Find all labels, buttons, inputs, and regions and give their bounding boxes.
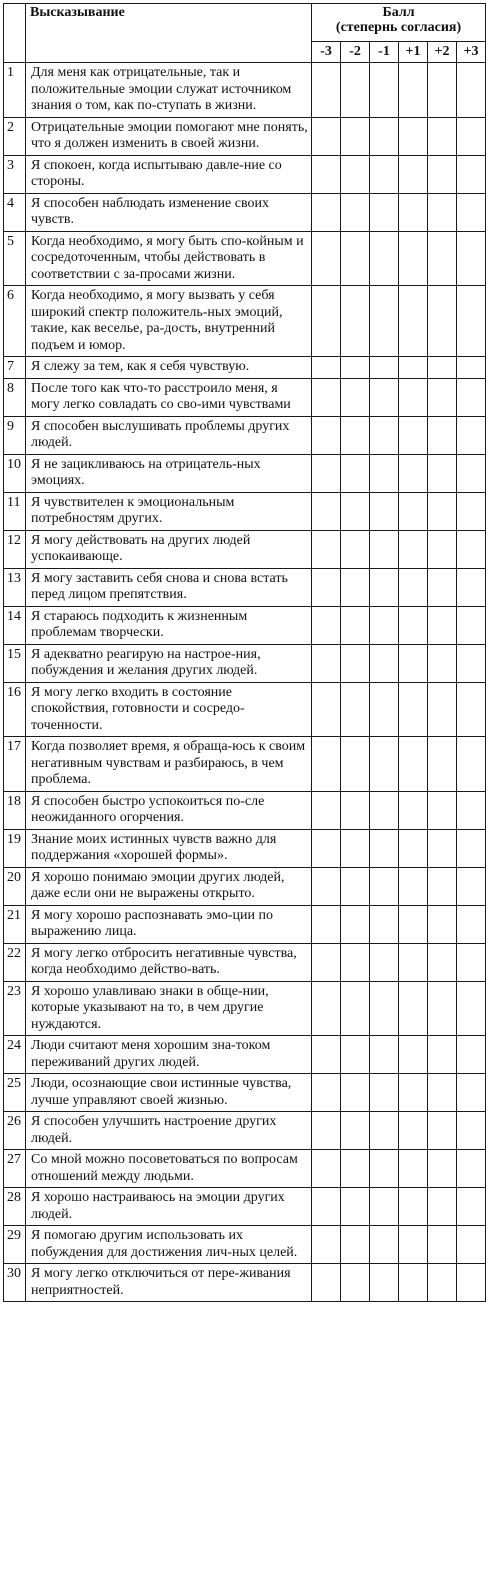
score-cell[interactable] xyxy=(370,63,399,118)
score-cell[interactable] xyxy=(312,530,341,568)
score-cell[interactable] xyxy=(399,1226,428,1264)
score-cell[interactable] xyxy=(457,644,486,682)
score-cell[interactable] xyxy=(399,231,428,286)
score-cell[interactable] xyxy=(370,117,399,155)
score-cell[interactable] xyxy=(370,378,399,416)
score-cell[interactable] xyxy=(457,286,486,357)
score-cell[interactable] xyxy=(370,644,399,682)
row-number: 1 xyxy=(4,63,26,118)
scale-header: +1 xyxy=(399,42,428,63)
statement-text: Я хорошо настраиваюсь на эмоции других людей. xyxy=(26,1188,312,1226)
score-cell[interactable] xyxy=(370,155,399,193)
score-cell[interactable] xyxy=(399,454,428,492)
table-row xyxy=(4,943,486,981)
table-row xyxy=(4,193,486,231)
score-cell[interactable] xyxy=(370,1188,399,1226)
score-cell[interactable] xyxy=(428,492,457,530)
table-row xyxy=(4,791,486,829)
score-cell[interactable] xyxy=(370,981,399,1036)
statement-text: Я чувствителен к эмоциональным потребностям других. xyxy=(26,492,312,530)
statement-text: Я способен наблюдать изменение своих чувств. xyxy=(26,193,312,231)
row-number: 22 xyxy=(4,943,26,981)
score-cell[interactable] xyxy=(399,1112,428,1150)
score-header-subtitle: (степернь согласия) xyxy=(335,20,462,35)
score-cell[interactable] xyxy=(428,943,457,981)
score-cell[interactable] xyxy=(312,492,341,530)
score-cell[interactable] xyxy=(457,867,486,905)
score-cell[interactable] xyxy=(457,193,486,231)
scale-header: -1 xyxy=(370,42,399,63)
score-cell[interactable] xyxy=(457,737,486,792)
score-cell[interactable] xyxy=(370,1074,399,1112)
statement-text: Знание моих истинных чувств важно для поддержания «хорошей формы». xyxy=(26,829,312,867)
score-cell[interactable] xyxy=(312,193,341,231)
questionnaire-sheet xyxy=(3,3,485,1302)
statement-header: Высказывание xyxy=(26,4,312,63)
score-cell[interactable] xyxy=(428,454,457,492)
score-cell[interactable] xyxy=(457,416,486,454)
statement-text: Я спокоен, когда испытываю давле-ние со стороны. xyxy=(26,155,312,193)
score-cell[interactable] xyxy=(428,568,457,606)
row-number: 17 xyxy=(4,737,26,792)
score-cell[interactable] xyxy=(370,682,399,737)
score-cell[interactable] xyxy=(428,829,457,867)
score-cell[interactable] xyxy=(457,829,486,867)
table-row xyxy=(4,1188,486,1226)
score-cell[interactable] xyxy=(457,1036,486,1074)
score-cell[interactable] xyxy=(370,286,399,357)
score-cell[interactable] xyxy=(428,193,457,231)
row-number: 3 xyxy=(4,155,26,193)
row-number: 15 xyxy=(4,644,26,682)
score-cell[interactable] xyxy=(312,63,341,118)
score-cell[interactable] xyxy=(457,357,486,379)
score-cell[interactable] xyxy=(399,1188,428,1226)
score-cell[interactable] xyxy=(370,867,399,905)
statement-text: Я слежу за тем, как я себя чувствую. xyxy=(26,357,312,379)
score-cell[interactable] xyxy=(341,791,370,829)
statement-text: Я стараюсь подходить к жизненным проблемам творчески. xyxy=(26,606,312,644)
score-cell[interactable] xyxy=(370,1112,399,1150)
table-row xyxy=(4,1036,486,1074)
score-cell[interactable] xyxy=(341,1074,370,1112)
score-cell[interactable] xyxy=(399,829,428,867)
row-number: 9 xyxy=(4,416,26,454)
score-cell[interactable] xyxy=(370,905,399,943)
questionnaire-table xyxy=(3,3,486,1302)
score-cell[interactable] xyxy=(341,155,370,193)
statement-text: Отрицательные эмоции помогают мне понять, что я должен изменить в своей жизни. xyxy=(26,117,312,155)
score-cell[interactable] xyxy=(457,378,486,416)
score-cell[interactable] xyxy=(428,905,457,943)
score-cell[interactable] xyxy=(370,357,399,379)
score-cell[interactable] xyxy=(399,568,428,606)
score-cell[interactable] xyxy=(312,378,341,416)
statement-text: Со мной можно посоветоваться по вопросам отношений между людьми. xyxy=(26,1150,312,1188)
score-cell[interactable] xyxy=(457,63,486,118)
row-number: 27 xyxy=(4,1150,26,1188)
statement-text: Люди считают меня хорошим зна-током переживаний других людей. xyxy=(26,1036,312,1074)
score-cell[interactable] xyxy=(341,357,370,379)
score-cell[interactable] xyxy=(457,1112,486,1150)
table-row xyxy=(4,644,486,682)
score-cell[interactable] xyxy=(457,1226,486,1264)
table-row xyxy=(4,1112,486,1150)
score-cell[interactable] xyxy=(312,737,341,792)
table-row xyxy=(4,829,486,867)
score-cell[interactable] xyxy=(312,943,341,981)
score-cell[interactable] xyxy=(370,193,399,231)
score-cell[interactable] xyxy=(370,1036,399,1074)
score-cell[interactable] xyxy=(457,1074,486,1112)
row-number: 11 xyxy=(4,492,26,530)
score-cell[interactable] xyxy=(428,981,457,1036)
score-cell[interactable] xyxy=(341,905,370,943)
score-cell[interactable] xyxy=(399,117,428,155)
table-row xyxy=(4,117,486,155)
score-cell[interactable] xyxy=(428,378,457,416)
score-cell[interactable] xyxy=(457,981,486,1036)
row-number: 26 xyxy=(4,1112,26,1150)
score-cell[interactable] xyxy=(341,867,370,905)
statement-rows xyxy=(4,63,486,1302)
table-row xyxy=(4,1226,486,1264)
table-row xyxy=(4,1264,486,1302)
table-row xyxy=(4,981,486,1036)
row-number: 10 xyxy=(4,454,26,492)
score-cell[interactable] xyxy=(312,644,341,682)
row-number: 23 xyxy=(4,981,26,1036)
score-cell[interactable] xyxy=(457,1150,486,1188)
score-cell[interactable] xyxy=(341,231,370,286)
row-number: 19 xyxy=(4,829,26,867)
score-cell[interactable] xyxy=(428,737,457,792)
table-row xyxy=(4,905,486,943)
scale-header: +3 xyxy=(457,42,486,63)
table-row xyxy=(4,606,486,644)
table-row xyxy=(4,378,486,416)
table-row xyxy=(4,63,486,118)
score-cell[interactable] xyxy=(428,530,457,568)
score-cell[interactable] xyxy=(457,791,486,829)
score-cell[interactable] xyxy=(399,378,428,416)
score-cell[interactable] xyxy=(312,1036,341,1074)
table-row xyxy=(4,286,486,357)
score-cell[interactable] xyxy=(428,416,457,454)
score-cell[interactable] xyxy=(312,981,341,1036)
score-cell[interactable] xyxy=(399,357,428,379)
score-cell[interactable] xyxy=(457,1188,486,1226)
score-cell[interactable] xyxy=(428,117,457,155)
statement-text: Я могу действовать на других людей успокаивающе. xyxy=(26,530,312,568)
score-cell[interactable] xyxy=(312,1188,341,1226)
statement-text: Я могу заставить себя снова и снова встать перед лицом препятствия. xyxy=(26,568,312,606)
score-cell[interactable] xyxy=(399,905,428,943)
score-cell[interactable] xyxy=(457,1264,486,1302)
score-cell[interactable] xyxy=(399,1264,428,1302)
score-cell[interactable] xyxy=(399,1074,428,1112)
score-cell[interactable] xyxy=(341,63,370,118)
score-cell[interactable] xyxy=(399,981,428,1036)
score-cell[interactable] xyxy=(312,155,341,193)
table-row xyxy=(4,1150,486,1188)
score-cell[interactable] xyxy=(312,416,341,454)
score-cell[interactable] xyxy=(428,357,457,379)
score-cell[interactable] xyxy=(341,492,370,530)
statement-text: Я могу легко отбросить негативные чувства, когда необходимо действо-вать. xyxy=(26,943,312,981)
row-number: 12 xyxy=(4,530,26,568)
score-cell[interactable] xyxy=(370,606,399,644)
scale-header: +2 xyxy=(428,42,457,63)
row-number: 25 xyxy=(4,1074,26,1112)
statement-text: Я адекватно реагирую на настрое-ния, побуждения и желания других людей. xyxy=(26,644,312,682)
score-cell[interactable] xyxy=(312,791,341,829)
number-header xyxy=(4,4,26,63)
row-number: 14 xyxy=(4,606,26,644)
score-cell[interactable] xyxy=(312,606,341,644)
row-number: 2 xyxy=(4,117,26,155)
score-cell[interactable] xyxy=(341,644,370,682)
score-cell[interactable] xyxy=(370,791,399,829)
table-row xyxy=(4,568,486,606)
score-cell[interactable] xyxy=(341,829,370,867)
score-cell[interactable] xyxy=(341,454,370,492)
score-cell[interactable] xyxy=(370,943,399,981)
score-cell[interactable] xyxy=(457,905,486,943)
score-cell[interactable] xyxy=(457,530,486,568)
statement-text: Когда необходимо, я могу вызвать у себя широкий спектр положитель-ных эмоций, такие, как веселье, ра-дость, внутренний подъем и юмор. xyxy=(26,286,312,357)
score-cell[interactable] xyxy=(341,1264,370,1302)
score-cell[interactable] xyxy=(399,1150,428,1188)
score-cell[interactable] xyxy=(399,737,428,792)
statement-text: После того как что-то расстроило меня, я могу легко совладать со сво-ими чувствами xyxy=(26,378,312,416)
row-number: 20 xyxy=(4,867,26,905)
score-cell[interactable] xyxy=(341,981,370,1036)
table-row xyxy=(4,231,486,286)
score-cell[interactable] xyxy=(428,867,457,905)
score-cell[interactable] xyxy=(428,791,457,829)
score-cell[interactable] xyxy=(341,1226,370,1264)
score-cell[interactable] xyxy=(312,1112,341,1150)
score-cell[interactable] xyxy=(428,606,457,644)
score-cell[interactable] xyxy=(399,416,428,454)
table-row xyxy=(4,454,486,492)
row-number: 21 xyxy=(4,905,26,943)
score-cell[interactable] xyxy=(370,1226,399,1264)
row-number: 6 xyxy=(4,286,26,357)
score-cell[interactable] xyxy=(399,943,428,981)
score-cell[interactable] xyxy=(341,193,370,231)
score-cell[interactable] xyxy=(457,568,486,606)
score-cell[interactable] xyxy=(312,905,341,943)
score-cell[interactable] xyxy=(428,1188,457,1226)
score-cell[interactable] xyxy=(312,682,341,737)
scale-header: -3 xyxy=(312,42,341,63)
score-cell[interactable] xyxy=(370,829,399,867)
score-cell[interactable] xyxy=(399,1036,428,1074)
score-cell[interactable] xyxy=(341,1150,370,1188)
scale-header: -2 xyxy=(341,42,370,63)
score-cell[interactable] xyxy=(312,568,341,606)
statement-text: Я помогаю другим использовать их побуждения для достижения лич-ных целей. xyxy=(26,1226,312,1264)
statement-text: Я способен улучшить настроение других людей. xyxy=(26,1112,312,1150)
score-cell[interactable] xyxy=(341,1036,370,1074)
statement-text: Для меня как отрицательные, так и положительные эмоции служат источником знания о том, как по-ступать в жизни. xyxy=(26,63,312,118)
table-row xyxy=(4,416,486,454)
score-cell[interactable] xyxy=(341,943,370,981)
statement-text: Люди, осознающие свои истинные чувства, лучше управляют своей жизнью. xyxy=(26,1074,312,1112)
score-cell[interactable] xyxy=(370,231,399,286)
score-header xyxy=(312,4,486,42)
row-number: 29 xyxy=(4,1226,26,1264)
score-cell[interactable] xyxy=(370,530,399,568)
score-cell[interactable] xyxy=(312,1150,341,1188)
score-cell[interactable] xyxy=(457,492,486,530)
score-cell[interactable] xyxy=(428,231,457,286)
statement-text: Я способен быстро успокоиться по-сле неожиданного огорчения. xyxy=(26,791,312,829)
score-cell[interactable] xyxy=(370,568,399,606)
score-cell[interactable] xyxy=(312,286,341,357)
score-cell[interactable] xyxy=(399,791,428,829)
score-cell[interactable] xyxy=(457,943,486,981)
statement-text: Я хорошо улавливаю знаки в обще-нии, которые указывают на то, в чем другие нуждаются. xyxy=(26,981,312,1036)
score-cell[interactable] xyxy=(399,530,428,568)
score-cell[interactable] xyxy=(312,829,341,867)
statement-text: Я могу хорошо распознавать эмо-ции по выражению лица. xyxy=(26,905,312,943)
score-cell[interactable] xyxy=(370,1264,399,1302)
table-row xyxy=(4,1074,486,1112)
score-cell[interactable] xyxy=(312,357,341,379)
score-cell[interactable] xyxy=(457,231,486,286)
score-cell[interactable] xyxy=(457,606,486,644)
score-cell[interactable] xyxy=(341,416,370,454)
statement-text: Я способен выслушивать проблемы других людей. xyxy=(26,416,312,454)
score-cell[interactable] xyxy=(341,1188,370,1226)
score-cell[interactable] xyxy=(312,454,341,492)
score-cell[interactable] xyxy=(428,1036,457,1074)
score-cell[interactable] xyxy=(399,867,428,905)
score-cell[interactable] xyxy=(341,1112,370,1150)
score-cell[interactable] xyxy=(312,867,341,905)
row-number: 16 xyxy=(4,682,26,737)
score-cell[interactable] xyxy=(399,682,428,737)
row-number: 4 xyxy=(4,193,26,231)
score-cell[interactable] xyxy=(399,492,428,530)
row-number: 5 xyxy=(4,231,26,286)
score-cell[interactable] xyxy=(399,63,428,118)
table-row xyxy=(4,682,486,737)
table-row xyxy=(4,737,486,792)
statement-text: Я могу легко отключиться от пере-живания неприятностей. xyxy=(26,1264,312,1302)
statement-text: Когда необходимо, я могу быть спо-койным и сосредоточенным, чтобы действовать в соответствии с за-просами жизни. xyxy=(26,231,312,286)
statement-text: Я не зацикливаюсь на отрицатель-ных эмоциях. xyxy=(26,454,312,492)
score-cell[interactable] xyxy=(341,606,370,644)
score-cell[interactable] xyxy=(399,286,428,357)
score-cell[interactable] xyxy=(457,454,486,492)
score-cell[interactable] xyxy=(428,1226,457,1264)
score-cell[interactable] xyxy=(399,155,428,193)
score-cell[interactable] xyxy=(428,155,457,193)
score-cell[interactable] xyxy=(341,286,370,357)
row-number: 7 xyxy=(4,357,26,379)
table-row xyxy=(4,357,486,379)
table-row xyxy=(4,530,486,568)
score-cell[interactable] xyxy=(312,117,341,155)
score-cell[interactable] xyxy=(341,117,370,155)
statement-text: Я хорошо понимаю эмоции других людей, даже если они не выражены открыто. xyxy=(26,867,312,905)
row-number: 28 xyxy=(4,1188,26,1226)
row-number: 8 xyxy=(4,378,26,416)
score-cell[interactable] xyxy=(428,1074,457,1112)
table-row xyxy=(4,155,486,193)
score-cell[interactable] xyxy=(428,644,457,682)
statement-text: Когда позволяет время, я обраща-юсь к своим негативным чувствам и разбираюсь, в чем проблема. xyxy=(26,737,312,792)
score-cell[interactable] xyxy=(428,1112,457,1150)
score-cell[interactable] xyxy=(341,682,370,737)
score-cell[interactable] xyxy=(399,193,428,231)
row-number: 24 xyxy=(4,1036,26,1074)
score-cell[interactable] xyxy=(370,416,399,454)
score-cell[interactable] xyxy=(370,492,399,530)
score-cell[interactable] xyxy=(370,1150,399,1188)
score-cell[interactable] xyxy=(341,530,370,568)
row-number: 18 xyxy=(4,791,26,829)
score-cell[interactable] xyxy=(457,117,486,155)
score-cell[interactable] xyxy=(399,606,428,644)
score-cell[interactable] xyxy=(428,63,457,118)
row-number: 30 xyxy=(4,1264,26,1302)
score-cell[interactable] xyxy=(312,231,341,286)
score-cell[interactable] xyxy=(457,155,486,193)
score-cell[interactable] xyxy=(341,378,370,416)
row-number: 13 xyxy=(4,568,26,606)
score-cell[interactable] xyxy=(457,682,486,737)
statement-text: Я могу легко входить в состояние спокойствия, готовности и сосредо-точенности. xyxy=(26,682,312,737)
score-cell[interactable] xyxy=(312,1074,341,1112)
score-cell[interactable] xyxy=(341,737,370,792)
score-cell[interactable] xyxy=(428,286,457,357)
score-cell[interactable] xyxy=(428,682,457,737)
table-row xyxy=(4,492,486,530)
score-cell[interactable] xyxy=(370,454,399,492)
score-cell[interactable] xyxy=(399,644,428,682)
score-cell[interactable] xyxy=(428,1150,457,1188)
score-cell[interactable] xyxy=(312,1264,341,1302)
table-row xyxy=(4,867,486,905)
score-cell[interactable] xyxy=(370,737,399,792)
header-row xyxy=(4,4,486,42)
score-cell[interactable] xyxy=(341,568,370,606)
score-cell[interactable] xyxy=(312,1226,341,1264)
score-cell[interactable] xyxy=(428,1264,457,1302)
score-header-title: Балл xyxy=(382,5,415,20)
